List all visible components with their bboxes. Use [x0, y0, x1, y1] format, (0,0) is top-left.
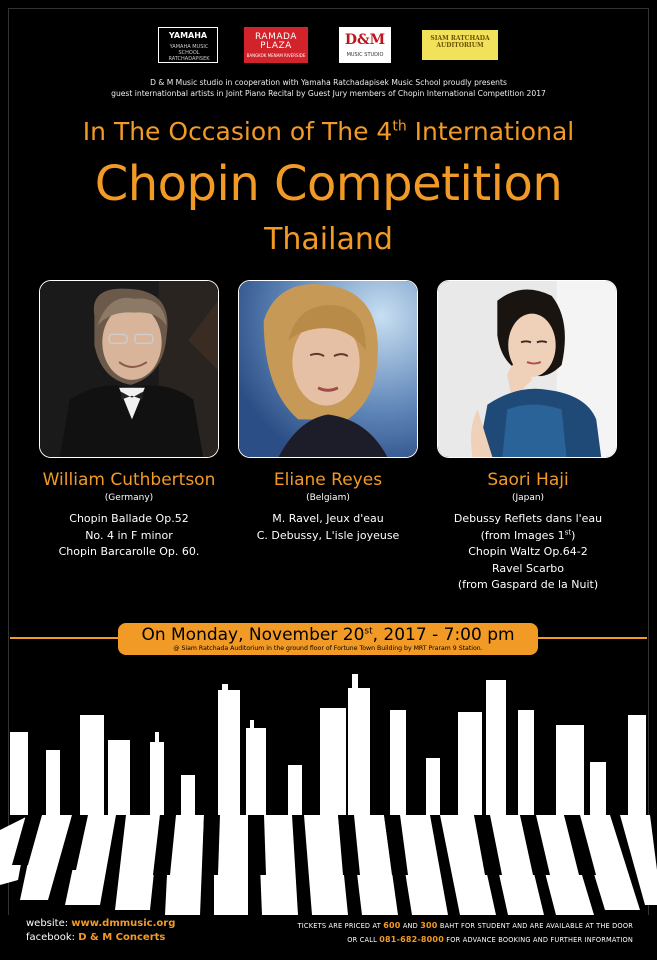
artist-program	[24, 511, 234, 561]
program-item: M. Ravel, Jeux d'eau	[272, 512, 384, 525]
program-item: (from Images 1st)	[480, 527, 576, 542]
title-occasion: In The Occasion of The 4th International	[82, 117, 575, 146]
program-item: Ravel Scarbo	[492, 561, 564, 575]
event-date-banner	[118, 623, 538, 655]
intro-line-1: D & M Music studio in cooperation with Yamaha Ratchadapisek Music School proudly presents	[150, 78, 507, 87]
website-line: website: www.dmmusic.org	[26, 918, 176, 929]
siam-logo-text: SIAM RATCHADA AUDITORIUM	[430, 35, 490, 49]
intro-line-2: guest internationbal artists in Joint Piano Recital by Guest Jury members of Chopin International Competition 2017	[111, 89, 546, 98]
artist-saori-haji	[423, 469, 633, 594]
ramada-plaza-logo	[244, 27, 308, 63]
event-venue: @ Siam Ratchada Auditorium in the ground floor of Fortune Town Building by MRT Praram 9 Station.	[173, 645, 483, 652]
program-item: Chopin Barcarolle Op. 60.	[58, 545, 200, 558]
dm-logo-sub: MUSIC STUDIO	[346, 52, 384, 58]
intro-text	[0, 77, 657, 99]
artist-eliane-reyes	[223, 469, 433, 544]
siam-ratchada-auditorium-logo	[422, 30, 498, 60]
artist-name: William Cuthbertson	[42, 470, 216, 490]
facebook-link[interactable]: D & M Concerts	[78, 932, 166, 943]
footer-contacts	[26, 917, 175, 945]
website-link[interactable]: www.dmmusic.org	[71, 918, 176, 929]
artist-program	[223, 511, 433, 544]
ticket-price-line: TICKETS ARE PRICED AT 600 AND 300 BAHT FOR STUDENT AND ARE AVAILABLE AT THE DOOR	[297, 921, 633, 930]
artist-name: Saori Haji	[487, 470, 569, 490]
program-item: (from Gaspard de la Nuit)	[457, 578, 599, 591]
artist-country: (Belgiam)	[306, 493, 350, 503]
yamaha-logo-sub: YAMAHA MUSIC SCHOOL RATCHADAPISEK	[168, 44, 210, 62]
artist-country: (Germany)	[104, 493, 154, 503]
phone-number[interactable]: 081-682-8000	[379, 935, 444, 944]
artist-photo-eliane-reyes	[238, 280, 418, 458]
title-main: Chopin Competition	[94, 156, 563, 212]
artist-photo-william-cuthbertson	[39, 280, 219, 458]
program-item: Chopin Waltz Op.64-2	[468, 545, 588, 558]
facebook-line: facebook: D & M Concerts	[26, 932, 166, 943]
yamaha-logo	[158, 27, 218, 63]
program-item: No. 4 in F minor	[85, 528, 173, 542]
artist-name: Eliane Reyes	[273, 470, 383, 490]
title-country: Thailand	[264, 222, 393, 257]
ramada-logo-sub: BANGKOK MENAM RIVERSIDE	[246, 53, 306, 58]
ticket-info	[213, 919, 633, 947]
program-item: Chopin Ballade Op.52	[69, 512, 189, 525]
booking-line: OR CALL 081-682-8000 FOR ADVANCE BOOKING AND FURTHER INFORMATION	[347, 935, 633, 944]
program-item: Debussy Reflets dans l'eau	[453, 512, 603, 525]
artist-photo-saori-haji	[437, 280, 617, 458]
ramada-logo-text: RAMADA PLAZA	[255, 32, 297, 51]
piano-keys-skyline-illustration	[0, 670, 657, 915]
yamaha-logo-text: YAMAHA	[168, 31, 208, 40]
dm-music-studio-logo	[339, 27, 391, 63]
artist-william-cuthbertson	[24, 469, 234, 561]
program-item: C. Debussy, L'isle joyeuse	[256, 528, 400, 542]
artist-country: (Japan)	[511, 493, 545, 503]
sponsor-logos	[0, 27, 657, 67]
event-date: On Monday, November 20st, 2017 - 7:00 pm	[141, 625, 515, 645]
artist-program	[423, 511, 633, 594]
footer	[0, 915, 657, 960]
dm-logo-text: D&M	[344, 32, 386, 48]
